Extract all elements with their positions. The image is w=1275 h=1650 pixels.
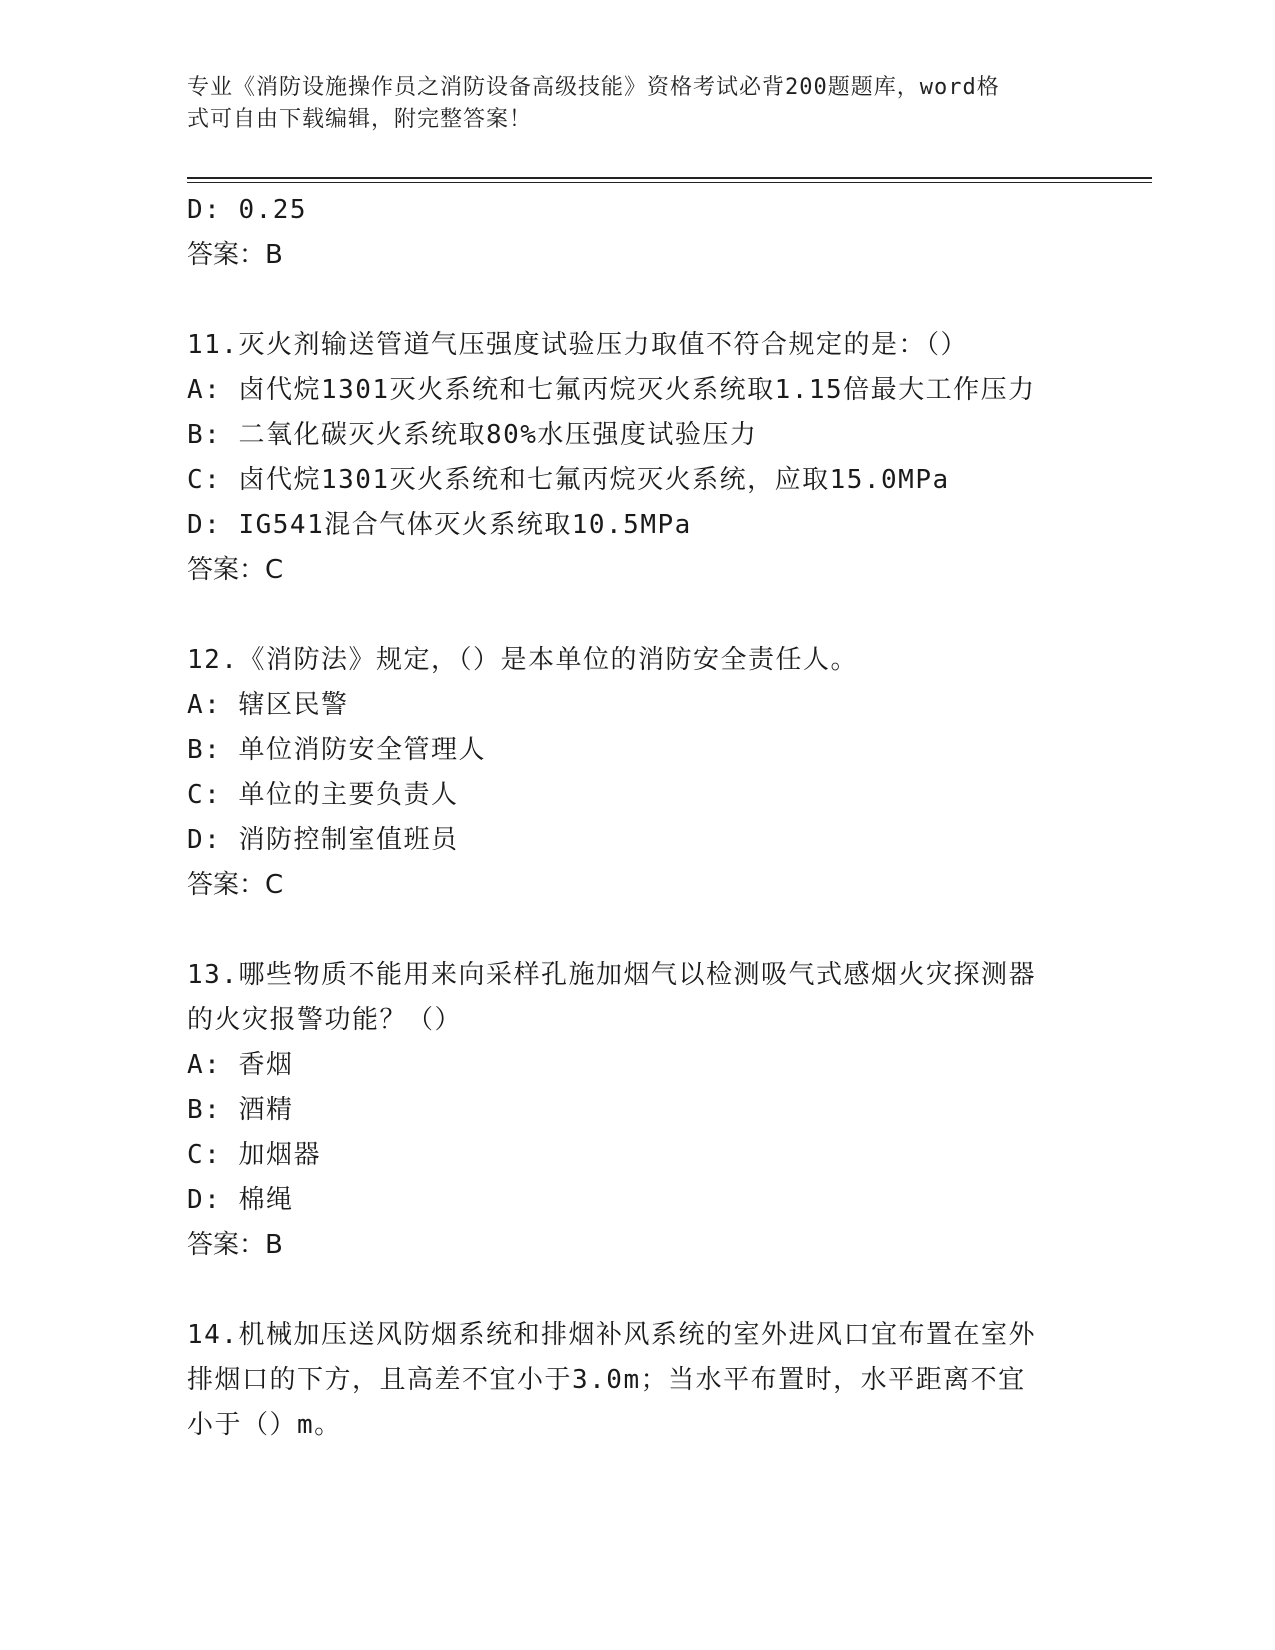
question-title-line-2: 排烟口的下方，且高差不宜小于3.0m；当水平布置时，水平距离不宜 [187, 1365, 1026, 1395]
option-a: A: 卤代烷1301灭火系统和七氟丙烷灭火系统取1.15倍最大工作压力 [187, 375, 1036, 405]
question-11 [187, 323, 1087, 593]
option-a: A: 辖区民警 [187, 690, 349, 720]
question-title-line-3: 小于（）m。 [187, 1410, 342, 1440]
question-title: 11.灭火剂输送管道气压强度试验压力取值不符合规定的是：（） [187, 330, 968, 360]
prev-answer: 答案：B [187, 240, 283, 270]
question-12 [187, 638, 1087, 908]
option-d: D: 棉绳 [187, 1185, 294, 1215]
header-line-1: 专业《消防设施操作员之消防设备高级技能》资格考试必背200题题库，word格 [187, 75, 1000, 100]
spacer [187, 1268, 1087, 1313]
answer: 答案：C [187, 870, 284, 900]
header-rule-thin [187, 182, 1152, 183]
question-14 [187, 1313, 1087, 1448]
option-c: C: 加烟器 [187, 1140, 321, 1170]
header-rule-thick [187, 177, 1152, 179]
answer: 答案：B [187, 1230, 283, 1260]
question-13 [187, 953, 1087, 1268]
option-b: B: 单位消防安全管理人 [187, 735, 486, 765]
option-c: C: 单位的主要负责人 [187, 780, 459, 810]
question-title: 12.《消防法》规定，（）是本单位的消防安全责任人。 [187, 645, 858, 675]
question-title-line-2: 的火灾报警功能？（） [187, 1005, 463, 1035]
prev-option-d: D: 0.25 [187, 195, 308, 225]
option-d: D: 消防控制室值班员 [187, 825, 459, 855]
spacer [187, 908, 1087, 953]
document-body [187, 188, 1087, 1448]
option-d: D: IG541混合气体灭火系统取10.5MPa [187, 510, 692, 540]
answer: 答案：C [187, 555, 284, 585]
option-b: B: 酒精 [187, 1095, 294, 1125]
document-header [187, 72, 1067, 136]
option-a: A: 香烟 [187, 1050, 294, 1080]
spacer [187, 593, 1087, 638]
header-line-2: 式可自由下载编辑，附完整答案！ [187, 107, 533, 132]
option-c: C: 卤代烷1301灭火系统和七氟丙烷灭火系统，应取15.0MPa [187, 465, 950, 495]
option-b: B: 二氧化碳灭火系统取80%水压强度试验压力 [187, 420, 758, 450]
spacer [187, 278, 1087, 323]
question-title-line-1: 14.机械加压送风防烟系统和排烟补风系统的室外进风口宜布置在室外 [187, 1320, 1036, 1350]
question-title-line-1: 13.哪些物质不能用来向采样孔施加烟气以检测吸气式感烟火灾探测器 [187, 960, 1036, 990]
